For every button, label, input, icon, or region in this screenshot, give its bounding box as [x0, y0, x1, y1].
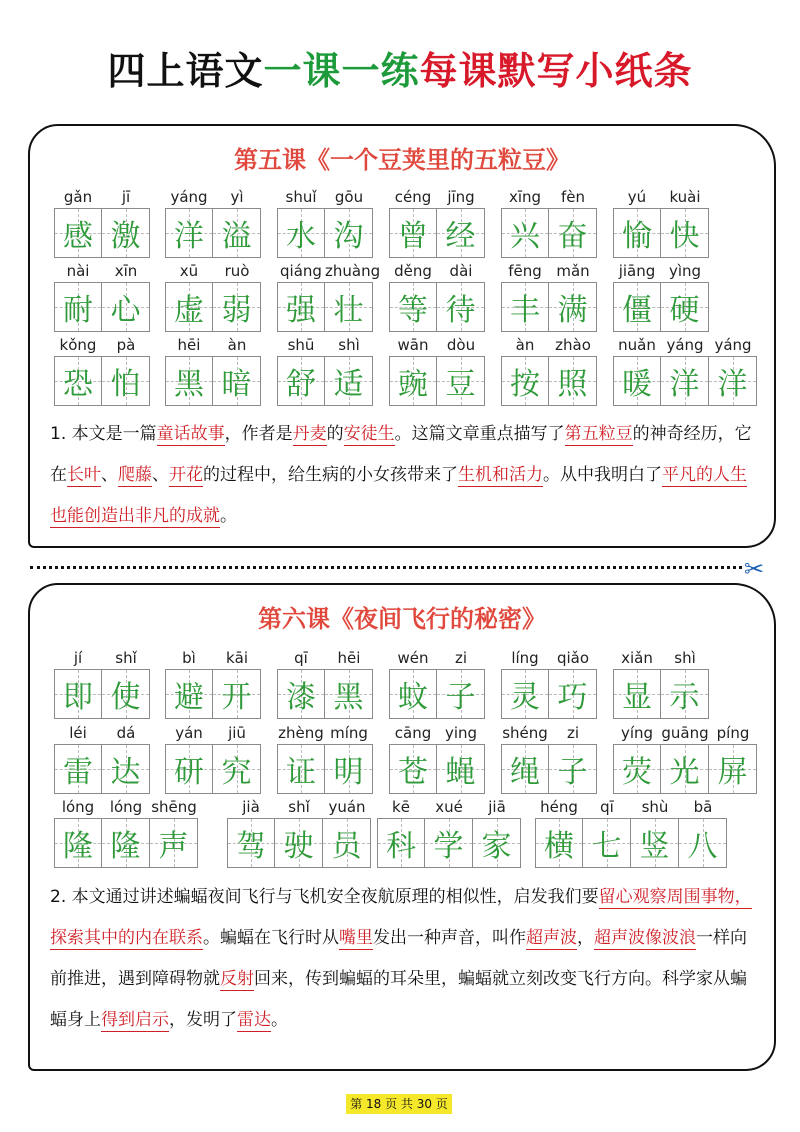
para-text: 。 [220, 506, 237, 526]
pinyin-label: dá [116, 724, 136, 742]
hanzi-character: 隆 [63, 829, 93, 864]
answer-text: 超声波像波浪 [594, 928, 696, 948]
hanzi-character: 横 [544, 829, 574, 864]
hanzi-character: 愉 [622, 219, 652, 254]
pinyin-label: mǎn [556, 262, 590, 280]
pinyin-label: líng [511, 649, 539, 667]
pinyin-label: guāng [661, 724, 709, 742]
hanzi-character: 溢 [221, 219, 252, 254]
hanzi-character: 研 [174, 755, 204, 790]
pinyin-label: lóng [109, 798, 143, 816]
character-box [389, 669, 437, 719]
hanzi-character: 证 [286, 755, 316, 790]
character-box [325, 744, 373, 794]
pinyin-label: yáng [170, 188, 208, 206]
hanzi-character: 屏 [717, 755, 748, 790]
character-box [102, 669, 150, 719]
pinyin-label: nuǎn [618, 336, 656, 354]
pinyin-label: kē [392, 798, 410, 816]
character-box [709, 356, 757, 406]
hanzi-character: 强 [286, 293, 316, 328]
pinyin-label: yuán [328, 798, 366, 816]
character-box [437, 208, 485, 258]
hanzi-character: 显 [622, 680, 652, 715]
para-text: ，作者是 [224, 424, 293, 444]
pinyin-label: céng [394, 188, 432, 206]
para-text: 。 [271, 1010, 288, 1030]
hanzi-character: 待 [445, 293, 476, 328]
pinyin-label: yú [627, 188, 647, 206]
character-box [425, 818, 473, 868]
para-text: 的过程中，给生病的小女孩带来了 [203, 465, 458, 485]
pinyin-label: zhào [555, 336, 591, 354]
pinyin-label: shéng [502, 724, 548, 742]
para-text: 的神奇经历，它在 [50, 424, 752, 485]
character-box [275, 818, 323, 868]
hanzi-character: 怕 [110, 367, 141, 402]
character-box [661, 669, 709, 719]
answer-text: 安徒生 [343, 424, 395, 444]
character-box [102, 744, 150, 794]
pinyin-label: cāng [394, 724, 432, 742]
pinyin-label: shēng [151, 798, 197, 816]
pinyin-label: dài [449, 262, 473, 280]
character-box [165, 282, 213, 332]
answer-text: 第五粒豆 [564, 424, 633, 444]
hanzi-character: 激 [110, 219, 141, 254]
hanzi-character: 快 [669, 219, 700, 254]
character-box [102, 356, 150, 406]
character-box [437, 356, 485, 406]
pinyin-label: yìng [668, 262, 702, 280]
character-box [227, 818, 275, 868]
pinyin-label: shì [338, 336, 360, 354]
character-box [102, 208, 150, 258]
character-box [501, 208, 549, 258]
answer-text: 平凡的人生也能创造出非凡的成就 [50, 465, 747, 526]
hanzi-character: 兴 [510, 219, 540, 254]
character-box [389, 356, 437, 406]
character-box [165, 669, 213, 719]
hanzi-character: 硬 [669, 293, 700, 328]
hanzi-character: 八 [687, 829, 718, 864]
answer-text: 超声波 [526, 928, 577, 948]
pinyin-label: bā [693, 798, 713, 816]
pinyin-label: yáng [714, 336, 752, 354]
hanzi-character: 明 [333, 755, 364, 790]
character-box [549, 282, 597, 332]
hanzi-character: 究 [221, 755, 252, 790]
pinyin-label: lóng [61, 798, 95, 816]
hanzi-character: 奋 [557, 219, 588, 254]
pinyin-label: kǒng [59, 336, 97, 354]
hanzi-character: 照 [557, 367, 588, 402]
pinyin-label: jiāng [618, 262, 656, 280]
answer-text: 雷达 [237, 1010, 271, 1030]
pinyin-label: píng [716, 724, 750, 742]
pinyin-label: zi [566, 724, 580, 742]
hanzi-character: 巧 [557, 680, 588, 715]
pinyin-label: jī [121, 188, 131, 206]
hanzi-character: 竖 [639, 829, 670, 864]
hanzi-character: 僵 [622, 293, 652, 328]
hanzi-character: 蚊 [398, 680, 428, 715]
hanzi-character: 苍 [398, 755, 428, 790]
pinyin-label: jiū [228, 724, 246, 742]
answer-text: 得到启示 [101, 1010, 169, 1030]
character-box [549, 744, 597, 794]
title-part-1: 四上语文 [107, 49, 264, 93]
hanzi-character: 适 [333, 367, 364, 402]
character-box [613, 356, 661, 406]
character-box [323, 818, 371, 868]
pinyin-label: xīn [114, 262, 138, 280]
cut-line-divider [30, 566, 742, 569]
hanzi-character: 豌 [398, 367, 428, 402]
character-box [165, 208, 213, 258]
hanzi-character: 使 [110, 680, 141, 715]
hanzi-character: 丰 [510, 293, 540, 328]
hanzi-character: 经 [445, 219, 476, 254]
answer-text: 爬藤 [118, 465, 152, 485]
para-text: 的 [326, 424, 344, 444]
hanzi-character: 耐 [63, 293, 93, 328]
lesson6-title: 第六课《夜间飞行的秘密》 [258, 605, 546, 633]
para-text: 。蝙蝠在飞行时从 [203, 928, 339, 948]
character-box [389, 744, 437, 794]
pinyin-label: qiáng [280, 262, 322, 280]
character-box [631, 818, 679, 868]
character-box [549, 669, 597, 719]
pinyin-label: ruò [224, 262, 250, 280]
pinyin-label: qiǎo [556, 649, 590, 667]
hanzi-character: 洋 [174, 219, 204, 254]
pinyin-label: jí [73, 649, 83, 667]
character-box [709, 744, 757, 794]
hanzi-character: 子 [557, 755, 588, 790]
pinyin-label: gǎn [63, 188, 93, 206]
character-box [102, 282, 150, 332]
hanzi-character: 蝇 [445, 755, 476, 790]
para-text: 。从中我明白了 [543, 465, 662, 485]
answer-text: 反射 [220, 969, 254, 989]
pinyin-label: jiā [488, 798, 506, 816]
hanzi-character: 水 [286, 219, 316, 254]
character-box [501, 282, 549, 332]
pinyin-label: zhuàng [325, 262, 381, 280]
character-box [54, 818, 102, 868]
hanzi-character: 达 [110, 755, 141, 790]
hanzi-character: 虚 [174, 293, 204, 328]
pinyin-label: héng [540, 798, 578, 816]
character-box [661, 744, 709, 794]
hanzi-character: 恐 [63, 367, 93, 402]
answer-text: 童话故事 [156, 424, 225, 444]
hanzi-character: 黑 [333, 680, 364, 715]
pinyin-label: hēi [177, 336, 201, 354]
pinyin-label: ying [444, 724, 478, 742]
hanzi-character: 按 [510, 367, 540, 402]
lesson5-card [28, 124, 776, 548]
pinyin-label: qī [294, 649, 308, 667]
hanzi-character: 曾 [398, 219, 428, 254]
hanzi-character: 感 [63, 219, 93, 254]
pinyin-label: xīng [508, 188, 542, 206]
para-text: 1. 本文是一篇 [50, 424, 157, 444]
hanzi-character: 弱 [221, 293, 252, 328]
lesson6-paragraph [50, 877, 760, 1041]
pinyin-label: àn [515, 336, 535, 354]
hanzi-character: 壮 [333, 293, 364, 328]
character-box [213, 282, 261, 332]
character-box [213, 208, 261, 258]
pinyin-label: fēng [508, 262, 542, 280]
hanzi-character: 隆 [110, 829, 141, 864]
answer-text: 嘴里 [339, 928, 373, 948]
answer-text: 长叶 [67, 465, 101, 485]
page-title [0, 49, 800, 93]
hanzi-character: 等 [398, 293, 428, 328]
hanzi-character: 黑 [174, 367, 204, 402]
pinyin-label: shì [674, 649, 696, 667]
hanzi-character: 驾 [236, 829, 266, 864]
pinyin-label: wén [397, 649, 429, 667]
hanzi-character: 沟 [333, 219, 364, 254]
character-box [325, 208, 373, 258]
character-box [437, 744, 485, 794]
hanzi-character: 舒 [286, 367, 316, 402]
character-box [501, 744, 549, 794]
hanzi-character: 灵 [510, 680, 540, 715]
hanzi-character: 示 [669, 680, 700, 715]
pinyin-label: děng [394, 262, 432, 280]
hanzi-character: 避 [174, 680, 204, 715]
para-text: 一样向前推进，遇到障碍物就 [50, 928, 747, 989]
answer-text: 开花 [169, 465, 203, 485]
character-box [213, 356, 261, 406]
lesson5-title: 第五课《一个豆荚里的五粒豆》 [234, 146, 570, 174]
hanzi-character: 学 [433, 829, 464, 864]
character-box [213, 744, 261, 794]
character-box [613, 282, 661, 332]
pinyin-label: pà [116, 336, 136, 354]
character-box [473, 818, 521, 868]
character-box [613, 744, 661, 794]
hanzi-character: 洋 [717, 367, 748, 402]
hanzi-character: 开 [221, 680, 252, 715]
character-box [54, 744, 102, 794]
character-box [661, 208, 709, 258]
hanzi-character: 七 [591, 829, 622, 864]
pinyin-label: xū [179, 262, 199, 280]
pinyin-label: míng [330, 724, 368, 742]
para-text: 、 [152, 465, 169, 485]
character-box [583, 818, 631, 868]
hanzi-character: 家 [481, 829, 512, 864]
character-box [437, 669, 485, 719]
character-box [165, 356, 213, 406]
character-box [277, 356, 325, 406]
pinyin-label: zhèng [278, 724, 324, 742]
hanzi-character: 满 [557, 293, 588, 328]
pinyin-label: qī [600, 798, 614, 816]
character-box [549, 208, 597, 258]
character-box [661, 282, 709, 332]
hanzi-character: 豆 [445, 367, 476, 402]
answer-text: 生机和活力 [458, 465, 543, 485]
character-box [389, 282, 437, 332]
pinyin-label: hēi [337, 649, 361, 667]
character-box [277, 744, 325, 794]
character-box [535, 818, 583, 868]
character-box [54, 282, 102, 332]
pinyin-label: yì [230, 188, 244, 206]
character-box [389, 208, 437, 258]
character-box [54, 208, 102, 258]
scissors-icon: ✂ [744, 555, 765, 583]
pinyin-label: bì [182, 649, 196, 667]
character-box [277, 669, 325, 719]
para-text: 回来，传到蝙蝠的耳朵里，蝙蝠就立刻改变飞行方向。科学家从蝙蝠身上 [50, 969, 747, 1030]
para-text: 发出一种声音，叫作 [373, 928, 526, 948]
pinyin-label: shū [287, 336, 315, 354]
hanzi-character: 漆 [286, 680, 316, 715]
para-text: ， [577, 928, 594, 948]
hanzi-character: 科 [386, 829, 416, 864]
lesson6-card [28, 583, 776, 1071]
character-box [165, 744, 213, 794]
lesson5-paragraph [50, 414, 760, 537]
hanzi-character: 声 [158, 829, 189, 864]
hanzi-character: 员 [331, 829, 362, 864]
pinyin-label: àn [227, 336, 247, 354]
character-box [501, 669, 549, 719]
hanzi-character: 雷 [63, 755, 93, 790]
pinyin-label: shuǐ [285, 188, 317, 206]
para-text: 2. 本文通过讲述蝙蝠夜间飞行与飞机安全夜航原理的相似性，启发我们要 [50, 887, 599, 907]
hanzi-character: 暗 [221, 367, 252, 402]
pinyin-label: kuài [669, 188, 701, 206]
character-box [150, 818, 198, 868]
character-box [661, 356, 709, 406]
character-box [613, 669, 661, 719]
hanzi-character: 光 [669, 755, 700, 790]
character-box [54, 669, 102, 719]
pinyin-label: dòu [446, 336, 476, 354]
pinyin-label: fèn [560, 188, 586, 206]
hanzi-character: 心 [110, 293, 141, 328]
title-part-3: 每课默写小纸条 [419, 49, 693, 93]
title-part-2: 一课一练 [263, 49, 420, 93]
answer-text: 留心观察周围事物，探索其中的内在联系 [50, 887, 752, 948]
character-box [325, 356, 373, 406]
hanzi-character: 荧 [622, 755, 652, 790]
character-box [277, 208, 325, 258]
pinyin-label: shǐ [288, 798, 310, 816]
pinyin-label: xiǎn [621, 649, 653, 667]
pinyin-label: jīng [447, 188, 475, 206]
pinyin-label: shǐ [115, 649, 137, 667]
para-text: 。这篇文章重点描写了 [394, 424, 565, 444]
hanzi-character: 即 [63, 680, 93, 715]
pinyin-label: kāi [225, 649, 249, 667]
pinyin-label: nài [66, 262, 90, 280]
character-box [325, 669, 373, 719]
pinyin-label: gōu [334, 188, 364, 206]
pinyin-label: yán [175, 724, 203, 742]
pinyin-label: wān [397, 336, 429, 354]
character-box [325, 282, 373, 332]
character-box [377, 818, 425, 868]
character-box [501, 356, 549, 406]
pinyin-label: xué [435, 798, 463, 816]
pinyin-label: léi [69, 724, 87, 742]
hanzi-character: 驶 [283, 829, 314, 864]
hanzi-character: 洋 [669, 367, 700, 402]
character-box [213, 669, 261, 719]
answer-text: 丹麦 [292, 424, 327, 444]
character-box [679, 818, 727, 868]
hanzi-character: 暖 [622, 367, 652, 402]
character-box [102, 818, 150, 868]
pinyin-label: shù [641, 798, 669, 816]
pinyin-label: yáng [666, 336, 704, 354]
pinyin-label: zi [454, 649, 468, 667]
hanzi-character: 绳 [510, 755, 540, 790]
pinyin-label: yíng [620, 724, 654, 742]
pinyin-label: jià [242, 798, 260, 816]
hanzi-character: 子 [445, 680, 476, 715]
character-box [613, 208, 661, 258]
para-text: 、 [101, 465, 118, 485]
page-number-footer: 第 18 页 共 30 页 [346, 1094, 452, 1114]
character-box [549, 356, 597, 406]
character-box [437, 282, 485, 332]
para-text: ，发明了 [169, 1010, 237, 1030]
character-box [54, 356, 102, 406]
character-box [277, 282, 325, 332]
